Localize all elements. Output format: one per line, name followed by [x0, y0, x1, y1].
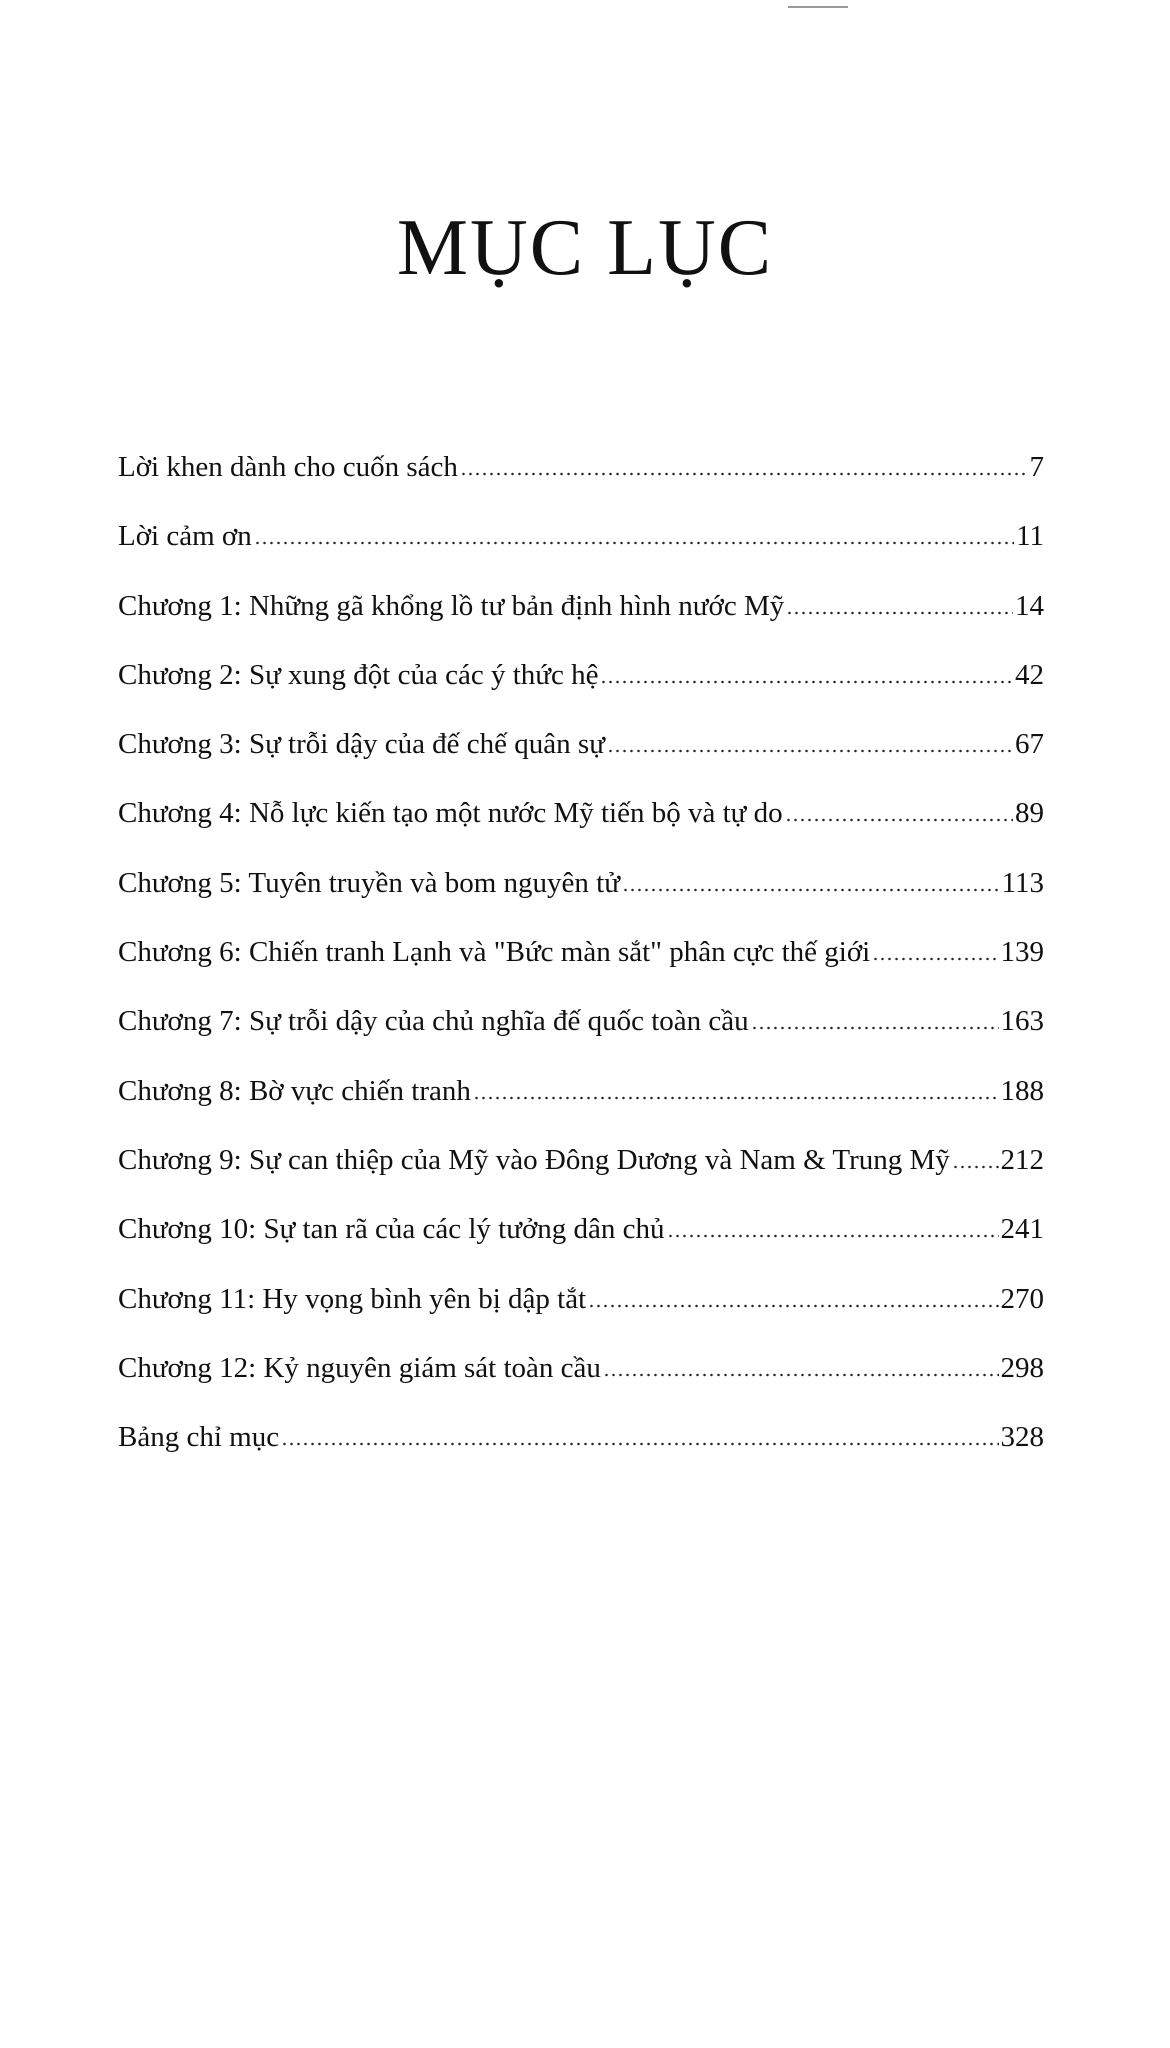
page-title: MỤC LỤC [396, 204, 774, 292]
toc-entry-title: Lời cảm ơn [118, 520, 252, 553]
toc-entry-title: Chương 9: Sự can thiệp của Mỹ vào Đông Dương và Nam & Trung Mỹ [118, 1143, 950, 1176]
dot-leader [473, 1096, 999, 1100]
toc-entry[interactable] [118, 1074, 1044, 1143]
dot-leader [588, 1304, 998, 1308]
toc-entry-title: Chương 6: Chiến tranh Lạnh và "Bức màn sắt" phân cực thế giới [118, 936, 871, 969]
toc-entry[interactable] [118, 450, 1044, 519]
toc-entry[interactable] [118, 1143, 1044, 1212]
toc-entry[interactable] [118, 658, 1044, 727]
toc-entry-page: 11 [1016, 520, 1044, 553]
toc-entry-page: 163 [1000, 1005, 1044, 1038]
toc-entry-page: 139 [1000, 936, 1044, 969]
toc-entry-page: 328 [1000, 1421, 1044, 1454]
toc-entry-title: Chương 5: Tuyên truyền và bom nguyên tử [118, 866, 620, 899]
dot-leader [603, 1373, 999, 1377]
toc-entry[interactable] [118, 519, 1044, 588]
toc-entry-page: 14 [1015, 589, 1044, 622]
dot-leader [460, 472, 1028, 476]
toc-entry[interactable] [118, 935, 1044, 1004]
toc-entry-title: Chương 11: Hy vọng bình yên bị dập tắt [118, 1282, 587, 1315]
toc-entry[interactable] [118, 589, 1044, 658]
toc-entry-title: Chương 3: Sự trỗi dậy của đế chế quân sự [118, 728, 605, 761]
scan-mark [788, 6, 848, 8]
toc-entry-page: 7 [1029, 451, 1044, 483]
dot-leader [751, 1026, 999, 1030]
toc-entry[interactable] [118, 866, 1044, 935]
toc-entry-title: Chương 2: Sự xung đột của các ý thức hệ [118, 658, 599, 691]
dot-leader [785, 818, 1013, 822]
dot-leader [872, 957, 998, 961]
toc-entry[interactable] [118, 1351, 1044, 1420]
toc-entry-title: Bảng chỉ mục [118, 1421, 280, 1454]
toc-entry-title: Chương 8: Bờ vực chiến tranh [118, 1074, 471, 1107]
dot-leader [667, 1234, 999, 1238]
dot-leader [254, 541, 1014, 545]
toc-entry[interactable] [118, 1420, 1044, 1489]
toc-entry-page: 270 [1000, 1282, 1044, 1315]
toc-entry-page: 241 [1000, 1213, 1044, 1246]
toc-entry-page: 67 [1015, 728, 1044, 761]
toc-entry-page: 42 [1015, 658, 1044, 691]
toc-entry-page: 113 [1001, 866, 1044, 899]
toc-entry[interactable] [118, 727, 1044, 796]
toc-entry-page: 298 [1000, 1351, 1044, 1384]
toc-entry-page: 212 [1000, 1143, 1044, 1176]
toc-entry[interactable] [118, 1282, 1044, 1351]
toc-entry-title: Lời khen dành cho cuốn sách [118, 451, 458, 483]
table-of-contents [118, 450, 1044, 1489]
dot-leader [607, 749, 1013, 753]
toc-entry[interactable] [118, 1004, 1044, 1073]
toc-entry-title: Chương 12: Kỷ nguyên giám sát toàn cầu [118, 1351, 601, 1384]
toc-entry[interactable] [118, 796, 1044, 865]
dot-leader [281, 1442, 998, 1446]
toc-entry-title: Chương 1: Những gã khổng lồ tư bản định hình nước Mỹ [118, 589, 785, 622]
dot-leader [786, 611, 1013, 615]
dot-leader [622, 888, 1000, 892]
toc-entry[interactable] [118, 1212, 1044, 1281]
toc-entry-title: Chương 10: Sự tan rã của các lý tưởng dân chủ [118, 1213, 665, 1246]
dot-leader [952, 1165, 999, 1169]
toc-entry-title: Chương 4: Nỗ lực kiến tạo một nước Mỹ tiến bộ và tự do [118, 797, 783, 830]
toc-entry-page: 188 [1000, 1074, 1044, 1107]
dot-leader [600, 680, 1013, 684]
toc-entry-title: Chương 7: Sự trỗi dậy của chủ nghĩa đế quốc toàn cầu [118, 1005, 749, 1038]
toc-entry-page: 89 [1015, 797, 1044, 830]
